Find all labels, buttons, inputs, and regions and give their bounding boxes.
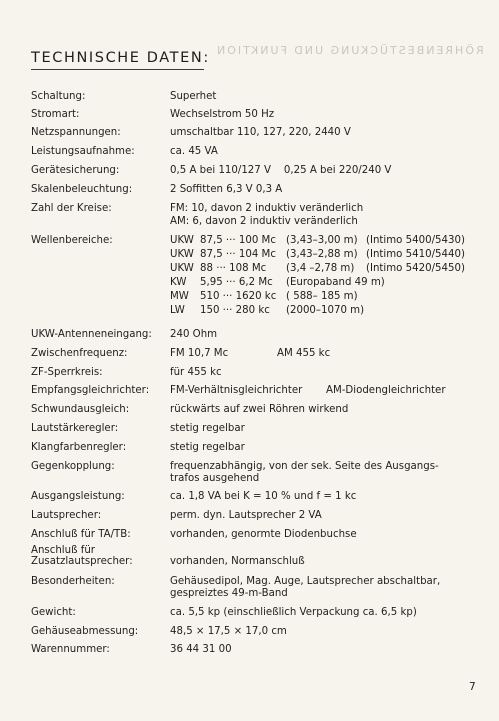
spec-value: Superhet bbox=[170, 91, 217, 102]
spec-value: frequenzabhängig, von der sek. Seite des Ausgangs- bbox=[170, 461, 439, 472]
spec-label: Skalenbeleuchtung: bbox=[31, 184, 133, 195]
band-wave: (3,43–3,00 m) bbox=[286, 235, 358, 246]
show-through-text: RÖHRENBESTÜCKUNG UND FUNKTION bbox=[215, 44, 484, 57]
band-wave: (3,4 –2,78 m) bbox=[286, 263, 355, 274]
spec-label: UKW-Antenneneingang: bbox=[31, 329, 152, 340]
spec-value: FM: 10, davon 2 induktiv veränderlich bbox=[170, 203, 364, 214]
spec-label: Schaltung: bbox=[31, 91, 86, 102]
spec-label: Lautstärkeregler: bbox=[31, 423, 119, 434]
spec-value: trafos ausgehend bbox=[170, 473, 260, 484]
spec-label: Lautsprecher: bbox=[31, 510, 102, 521]
spec-value: stetig regelbar bbox=[170, 423, 245, 434]
spec-label: Anschluß für TA/TB: bbox=[31, 529, 131, 540]
band-range: 87,5 ··· 104 Mc bbox=[200, 249, 276, 260]
spec-label: Zahl der Kreise: bbox=[31, 203, 112, 214]
spec-value: ca. 5,5 kp (einschließlich Verpackung ca. 6,5 kp) bbox=[170, 607, 417, 618]
spec-value: umschaltbar 110, 127, 220, 2440 V bbox=[170, 127, 351, 138]
spec-label: Warennummer: bbox=[31, 644, 110, 655]
spec-label: Stromart: bbox=[31, 109, 80, 120]
spec-label: Leistungsaufnahme: bbox=[31, 146, 135, 157]
spec-value: 36 44 31 00 bbox=[170, 644, 232, 655]
spec-label: Gegenkopplung: bbox=[31, 461, 115, 472]
spec-label: Gerätesicherung: bbox=[31, 165, 120, 176]
spec-label: Gehäuseabmessung: bbox=[31, 626, 139, 637]
spec-value: gespreiztes 49-m-Band bbox=[170, 588, 288, 599]
band-name: KW bbox=[170, 277, 187, 288]
spec-label: ZF-Sperrkreis: bbox=[31, 367, 103, 378]
band-wave: (2000–1070 m) bbox=[286, 305, 365, 316]
band-note: (Intimo 5420/5450) bbox=[366, 263, 465, 274]
band-name: UKW bbox=[170, 235, 194, 246]
spec-value: perm. dyn. Lautsprecher 2 VA bbox=[170, 510, 322, 521]
spec-value: stetig regelbar bbox=[170, 442, 245, 453]
band-wave: (Europaband 49 m) bbox=[286, 277, 385, 288]
spec-value: AM: 6, davon 2 induktiv veränderlich bbox=[170, 216, 358, 227]
band-name: LW bbox=[170, 305, 185, 316]
band-name: MW bbox=[170, 291, 189, 302]
spec-label: Besonderheiten: bbox=[31, 576, 115, 587]
spec-value: 48,5 × 17,5 × 17,0 cm bbox=[170, 626, 287, 637]
spec-label: Gewicht: bbox=[31, 607, 76, 618]
band-name: UKW bbox=[170, 263, 194, 274]
band-range: 5,95 ··· 6,2 Mc bbox=[200, 277, 273, 288]
spec-value: ca. 45 VA bbox=[170, 146, 218, 157]
spec-value: FM-Verhältnisgleichrichter bbox=[170, 385, 303, 396]
band-note: (Intimo 5410/5440) bbox=[366, 249, 465, 260]
spec-label: Empfangsgleichrichter: bbox=[31, 385, 150, 396]
spec-value-secondary: AM 455 kc bbox=[277, 348, 331, 359]
spec-label: Wellenbereiche: bbox=[31, 235, 113, 246]
spec-label-continued: Zusatzlautsprecher: bbox=[31, 556, 133, 567]
spec-row bbox=[0, 545, 499, 571]
spec-value: 2 Soffitten 6,3 V 0,3 A bbox=[170, 184, 283, 195]
band-range: 150 ··· 280 kc bbox=[200, 305, 270, 316]
spec-value: vorhanden, Normanschluß bbox=[170, 556, 305, 567]
band-name: UKW bbox=[170, 249, 194, 260]
spec-value: Wechselstrom 50 Hz bbox=[170, 109, 275, 120]
spec-label: Schwundausgleich: bbox=[31, 404, 130, 415]
band-range: 88 ··· 108 Mc bbox=[200, 263, 267, 274]
band-wave: (3,43–2,88 m) bbox=[286, 249, 358, 260]
band-wave: ( 588– 185 m) bbox=[286, 291, 358, 302]
band-range: 87,5 ··· 100 Mc bbox=[200, 235, 276, 246]
spec-value: rückwärts auf zwei Röhren wirkend bbox=[170, 404, 349, 415]
page-title: TECHNISCHE DATEN: bbox=[31, 50, 210, 66]
spec-value: ca. 1,8 VA bei K = 10 % und f = 1 kc bbox=[170, 491, 357, 502]
spec-value-secondary: AM-Diodengleichrichter bbox=[326, 385, 446, 396]
spec-label: Netzspannungen: bbox=[31, 127, 121, 138]
spec-value: 0,5 A bei 110/127 V 0,25 A bei 220/240 V bbox=[170, 165, 392, 176]
spec-label: Zwischenfrequenz: bbox=[31, 348, 128, 359]
spec-value: für 455 kc bbox=[170, 367, 222, 378]
spec-value: Gehäusedipol, Mag. Auge, Lautsprecher abschaltbar, bbox=[170, 576, 441, 587]
spec-value: vorhanden, genormte Diodenbuchse bbox=[170, 529, 357, 540]
spec-label: Anschluß für bbox=[31, 545, 95, 556]
band-range: 510 ··· 1620 kc bbox=[200, 291, 277, 302]
title-underline bbox=[31, 69, 204, 70]
spec-label: Klangfarbenregler: bbox=[31, 442, 127, 453]
spec-value: FM 10,7 Mc bbox=[170, 348, 229, 359]
page-number: 7 bbox=[469, 681, 476, 693]
band-note: (Intimo 5400/5430) bbox=[366, 235, 465, 246]
spec-label: Ausgangsleistung: bbox=[31, 491, 125, 502]
spec-value: 240 Ohm bbox=[170, 329, 218, 340]
